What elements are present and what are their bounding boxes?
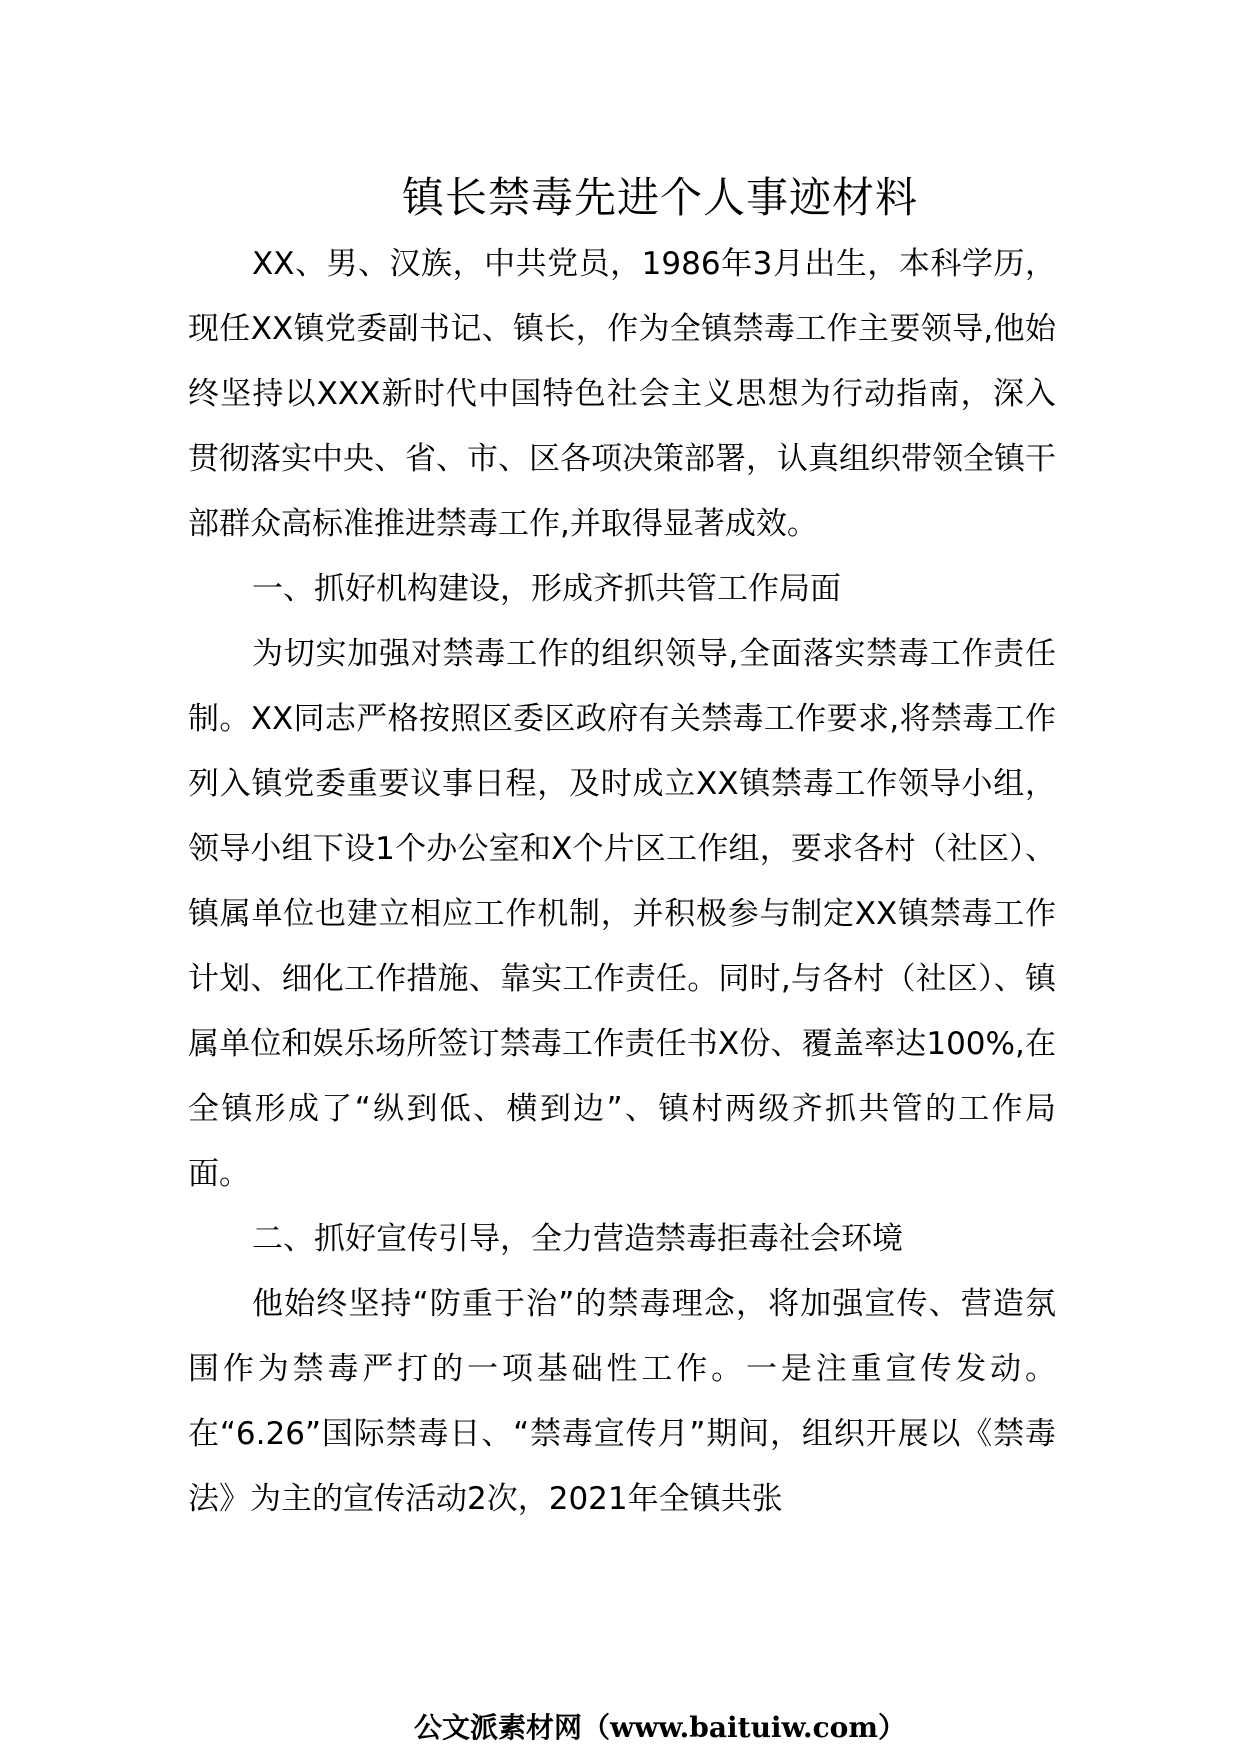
section-1-paragraph: 为切实加强对禁毒工作的组织领导,全面落实禁毒工作责任制。XX同志严格按照区委区政府有关禁毒工作要求,将禁毒工作列入镇党委重要议事日程，及时成立XX镇禁毒工作领导小组，领导小组下设1个办公室和X个片区工作组，要求各村（社区）、镇属单位也建立相应工作机制，并积极参与制定XX镇禁毒工作计划、细化工作措施、靠实工作责任。同时,与各村（社区）、镇属单位和娱乐场所签订禁毒工作责任书X份、覆盖率达100%,在全镇形成了“纵到低、横到边”、镇村两级齐抓共管的工作局面。 xyxy=(188,636,1056,1192)
section-2-paragraph: 他始终坚持“防重于治”的禁毒理念，将加强宣传、营造氛围作为禁毒严打的一项基础性工作。一是注重宣传发动。在“6.26”国际禁毒日、“禁毒宣传月”期间，组织开展以《禁毒法》为主的宣传活动2次，2021年全镇共张 xyxy=(188,1286,1056,1517)
document-title: 镇长禁毒先进个人事迹材料 xyxy=(401,173,918,222)
section-heading-2: 二、抓好宣传引导，全力营造禁毒拒毒社会环境 xyxy=(252,1221,903,1257)
section-heading-1: 一、抓好机构建设，形成齐抓共管工作局面 xyxy=(252,571,841,607)
intro-paragraph: XX、男、汉族，中共党员，1986年3月出生，本科学历，现任XX镇党委副书记、镇长，作为全镇禁毒工作主要领导,他始终坚持以XXX新时代中国特色社会主义思想为行动指南，深入贯彻落实中央、省、市、区各项决策部署，认真组织带领全镇干部群众高标准推进禁毒工作,并取得显著成效。 xyxy=(188,246,1056,542)
document-body xyxy=(188,232,1056,1532)
footer-watermark: 公文派素材网（www.baituiw.com） xyxy=(414,1711,906,1744)
